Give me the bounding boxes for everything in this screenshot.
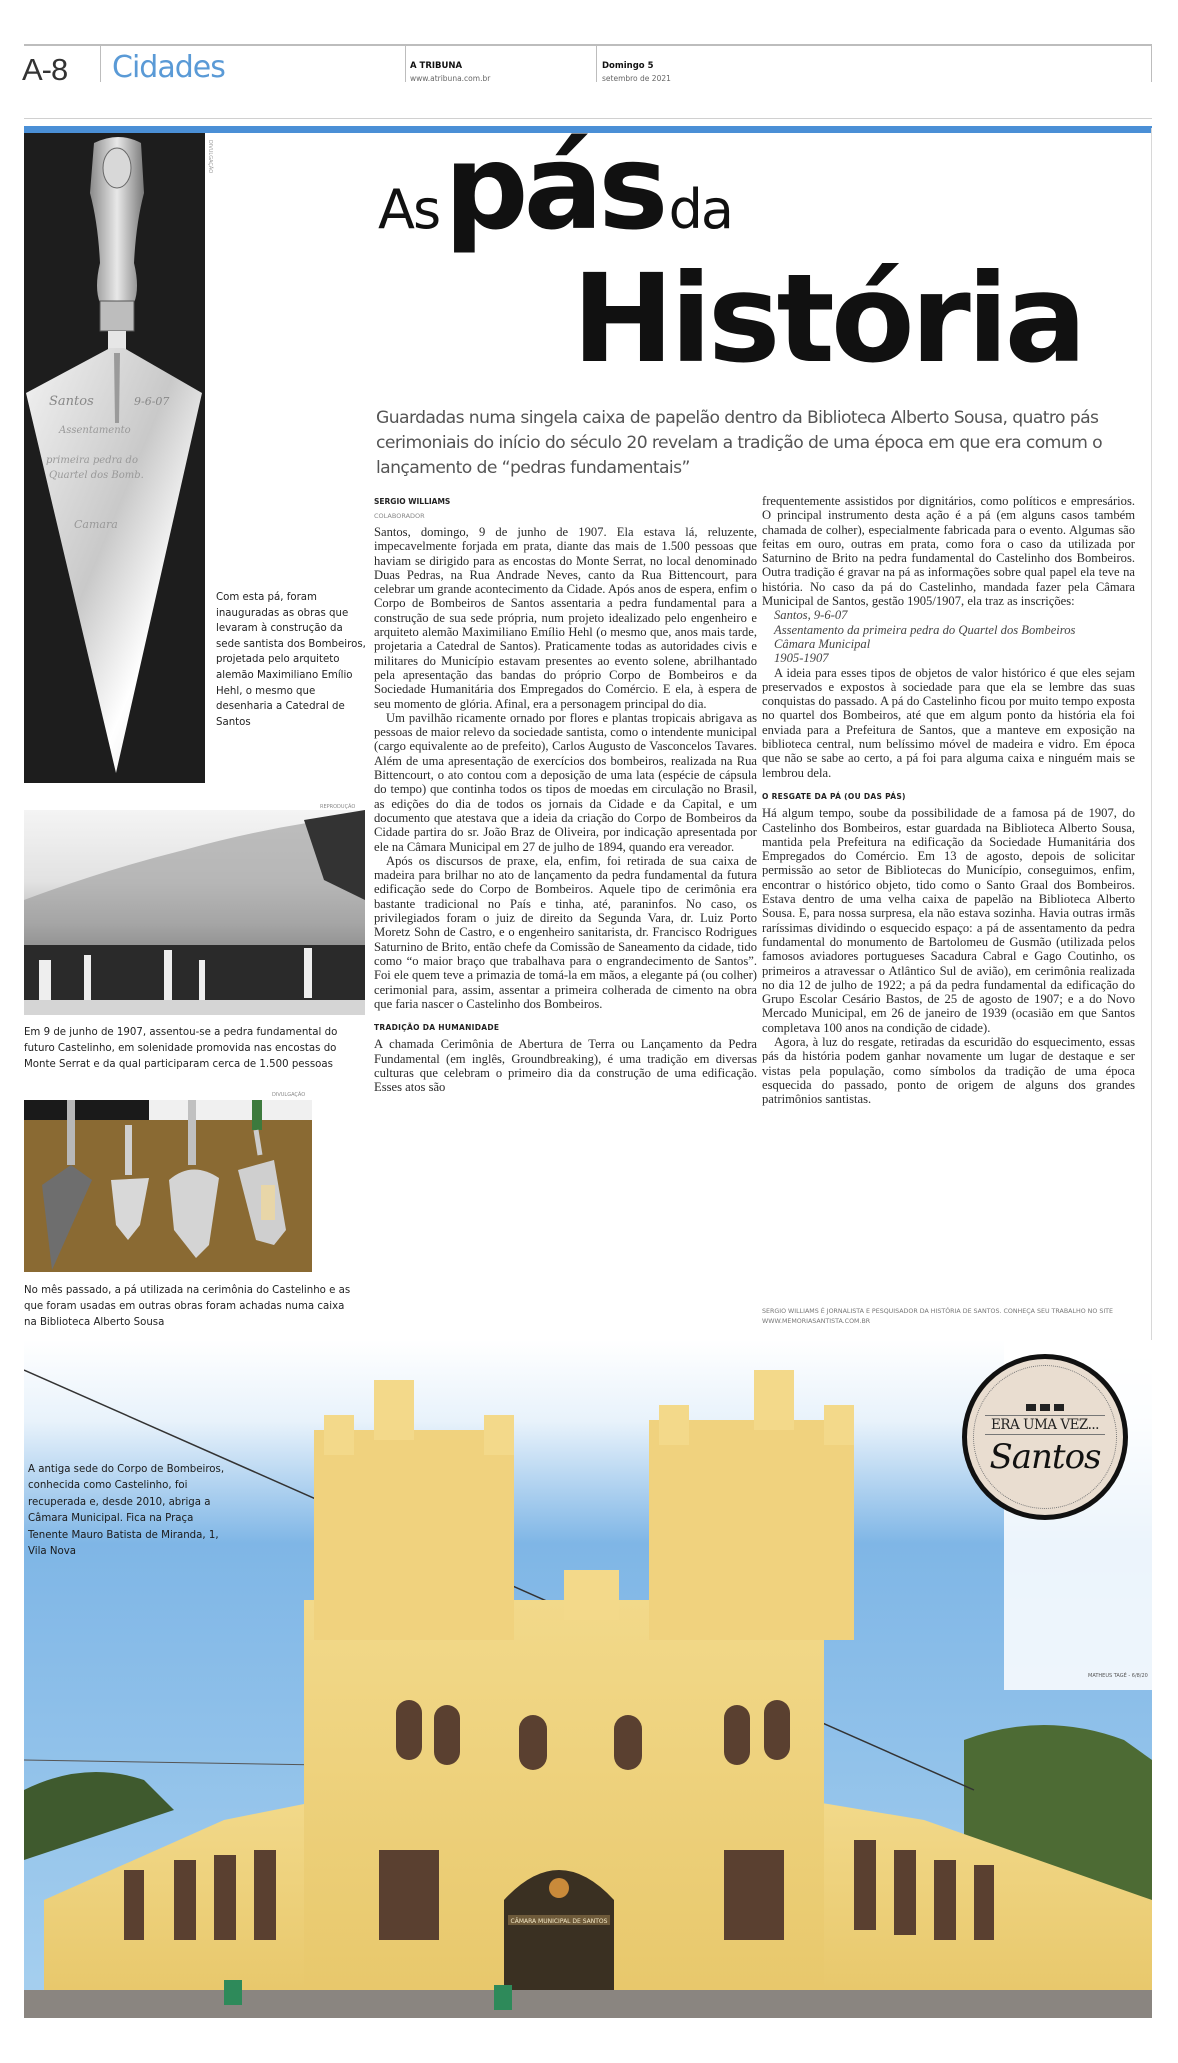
section-name: Cidades [112,50,225,85]
headline-word: As [378,178,440,241]
article-column-1 [374,525,757,1095]
trowel-photo-caption: Com esta pá, foram inauguradas as obras que levaram à construção da sede santista dos Bombeiros, projetada pelo arquiteto alemão Maximiliano Emílio Hehl, o mesmo que desenharia a Catedral de Santos [216,592,366,728]
trowels-photo-caption: No mês passado, a pá utilizada na cerimônia do Castelinho e as que foram usadas em outras obras foram achadas numa caixa na Biblioteca Alberto Sousa [24,1285,351,1328]
crowd-ceremony-photo [24,810,365,1015]
photo-credit: MATHEUS TAGÉ - 6/8/20 [1088,1673,1148,1679]
inscription-line: Câmara Municipal [774,636,871,651]
logo-bottom-text: Santos [989,1437,1101,1477]
paragraph: A chamada Cerimônia de Abertura de Terra ou Lançamento da Pedra Fundamental (em inglês, Groundbreaking), é uma tradição em diversas culturas que celebram o primeiro dia da construção de uma edificação. Esses atos são [374,1037,757,1095]
paragraph: Agora, à luz do resgate, retiradas da escuridão do esquecimento, essas pás da história podem ganhar novamente um lugar de destaque e ser vistas pela população, como símbolos da tradição de uma época esquecida do passado, ponto de origem de alguns dos grandes patrimônios santistas. [762,1034,1135,1107]
author-note: SERGIO WILLIAMS É JORNALISTA E PESQUISADOR DA HISTÓRIA DE SANTOS. CONHEÇA SEU TRABALHO NO SITE WWW.MEMORIASANTISTA.COM.BR [762,1308,1113,1325]
paragraph: Santos, domingo, 9 de junho de 1907. Ela estava lá, reluzente, impecavelmente forjada em prata, diante das mais de 1.500 pessoas que haviam se dirigido para as encostas do Monte Serrat, no local denominado Duas Pedras, na Rua Andrade Neves, canto da Rua Bittencourt, para celebrar um grande acontecimento da Cidade. Após anos de espera, enfim o Corpo de Bombeiros de Santos assentaria a pedra fundamental para a construção de sua sede própria, num projeto idealizado pelo engenheiro e arquiteto alemão Maximiliano Emílio Hehl (o mesmo que, anos mais tarde, projetaria a Catedral de Santos). Praticamente todas as autoridades civis e militares do Município estavam presentes ao evento solene, abrilhantado pela apresentação das bandas do próprio Corpo de Bombeiros e da Sociedade Humanitária dos Empregados do Comércio. E ela, à espera de seu momento de glória. Afinal, era a personagem principal do dia. [374,525,757,711]
page-number: A-8 [22,52,68,87]
headline-line-2: História [572,248,1083,390]
headline-word: pás [444,118,664,256]
photo-credit: DIVULGAÇÃO [272,1092,306,1098]
silver-trowel-photo [24,133,205,783]
article-column-2 [762,494,1135,1106]
inscription-line: Assentamento da primeira pedra do Quartel dos Bombeiros [774,622,1076,637]
paragraph: A ideia para esses tipos de objetos de valor histórico é que eles sejam preservados e expostos à sociedade para que ela se lembre das suas conquistas do passado. A pá do Castelinho ficou por muito tempo exposta no quartel dos Bombeiros, até que em algum ponto da história ela foi enviada para a Prefeitura de Santos, que a manteve em exposição na biblioteca central, num belíssimo móvel de madeira e vidro. Em época que não se sabe ao certo, a pá foi para alguma caixa e ninguém mais se lembrou dela. [762,665,1135,780]
header-divider [100,46,101,82]
header-divider [405,46,406,82]
paragraph: Há algum tempo, soube da possibilidade de a famosa pá de 1907, do Castelinho dos Bombeiros, estar guardada na Biblioteca Alberto Sousa, mantida pela Prefeitura na edificação da Sociedade Humanitária dos Empregados do Comércio. Em 13 de agosto, depois de solicitar permissão ao setor de Bibliotecas do Município, conseguimos, enfim, encontrar o histórico objeto, tido como o Santo Graal dos Bombeiros. Estava dentro de uma velha caixa de papelão na Biblioteca Alberto Sousa. E, para nossa surpresa, ela não estava sozinha. Havia outras irmãs raríssimas dividindo o esquecido espaço: a pá de assentamento da pedra fundamental do monumento de Bartolomeu de Gusmão (utilizada pelos famosos aviadores portugueses Sacadura Cabral e Gago Coutinho, os primeiros a atravessar o Atlântico Sul de avião), em cerimônia realizada no dia 12 de julho de 1922; a pá da pedra fundamental da edificação do Grupo Escolar Cesário Bastos, de 25 de agosto de 1907; e a do Novo Mercado Municipal, em 26 de janeiro de 1939 (ocasião em que Santos completava 100 anos na condição de cidade). [762,806,1135,1035]
building-photo-caption: A antiga sede do Corpo de Bombeiros, conhecida como Castelinho, foi recuperada e, desde 2010, abriga a Câmara Municipal. Fica na Praça Tenente Mauro Batista de Miranda, 1, Vila Nova [28,1464,225,1558]
header-divider [596,46,597,82]
byline-author: SERGIO WILLIAMS [374,497,451,506]
photo-credit: REPRODUÇÃO [320,804,356,810]
crowd-photo-caption: Em 9 de junho de 1907, assentou-se a pedra fundamental do futuro Castelinho, em solenidade promovida nas encostas do Monte Serrat e da qual participaram cerca de 1.500 pessoas [24,1027,338,1070]
svg-text:9-6-07: 9-6-07 [134,395,170,408]
photo-credit: DIVULGAÇÃO [207,140,213,174]
svg-text:Camara: Camara [74,518,118,531]
svg-text:Quartel dos Bomb.: Quartel dos Bomb. [49,470,144,481]
svg-text:primeira pedra do: primeira pedra do [46,455,138,466]
byline-role: COLABORADOR [374,512,425,520]
paragraph: Após os discursos de praxe, ela, enfim, foi retirada de sua caixa de madeira para brilhar no ato de lançamento da pedra fundamental da futura edificação sede do Corpo de Bombeiros. Aquele tipo de cerimônia era bastante tradicional no País e tinha, até, paraninfos. No caso, os privilegiados foram o juiz de direito da Segunda Vara, dr. Luiz Porto Moretz Sohn de Castro, e o engenheiro sanitarista, dr. Francisco Rodrigues Saturnino de Brito, então chefe da Comissão de Saneamento da cidade, tido como “o maior braço que trabalhava para o engrandecimento de Santos”. Foi ele quem teve a primazia de tomá-la em mãos, a elegante pá (ou colher) cerimonial para, assim, assentar a primeira colherada de cimento na obra que faria nascer o Castelinho dos Bombeiros. [374,853,757,1011]
trowel-illustration [24,133,205,783]
article-deck: Guardadas numa singela caixa de papelão dentro da Biblioteca Alberto Sousa, quatro pás cerimoniais do início do século 20 revelam a tradição de uma época em que era comum o lançamento de “pedras fundamentais” [376,408,1103,478]
inscription-line: Santos, 9-6-07 [774,608,848,623]
newspaper-url[interactable]: www.atribuna.com.br [410,74,491,83]
svg-text:Santos: Santos [49,394,94,409]
newspaper-name: A TRIBUNA [410,61,463,71]
paragraph: Um pavilhão ricamente ornado por flores e plantas tropicais abrigava as pessoas de maior relevo da sociedade santista, como o intendente municipal (cargo equivalente ao de prefeito), Carlos Augusto de Vasconcelos Tavares. Além de uma apresentação de exercícios dos bombeiros, realizada na Rua Bittencourt, o ato contou com a deposição de uma lata (espécie de cápsula do tempo) que continha todos os tipos de moedas em circulação no Brasil, as edições do dia de todos os jornais da Cidade e da Capital, e um documento que atestava que a ideia da criação do Corpo de Bombeiros da Cidade partira do sr. João Braz de Oliveira, por indicação apresentada por ele na Câmara Municipal em 27 de julho de 1894, quando era vereador. [374,710,757,854]
header-rule [24,44,1152,46]
header-divider [1151,46,1152,82]
inscription-line: 1905-1907 [774,651,829,666]
headline-line-1 [378,118,732,256]
subheading: O RESGATE DA PÁ (OU DAS PÁS) [762,791,906,801]
subheading: TRADIÇÃO DA HUMANIDADE [374,1023,500,1033]
trowels-illustration [24,1100,312,1272]
paragraph: frequentemente assistidos por dignitários, como políticos e empresários. O principal instrumento desta ação é a pá (em alguns casos também chamada de colher), especialmente fabricada para o evento. Algumas são feitas em ouro, outras em prata, como fora o caso da utilizada por Saturnino de Brito na pedra fundamental do Castelinho dos Bombeiros. Outra tradição é gravar na pá as informações sobre qual papel ela teve na história. No caso da pá do Castelinho, mandada fazer pela Câmara Municipal de Santos, gestão 1905/1907, ela traz as inscrições: [762,494,1135,609]
logo-top-text: ERA UMA VEZ... [985,1415,1105,1435]
crowd-illustration [24,810,365,1015]
issue-date-month: setembro de 2021 [602,74,671,83]
svg-text:Assentamento: Assentamento [59,425,131,436]
era-uma-vez-santos-logo [962,1354,1128,1520]
headline-word: da [668,178,732,241]
building-sign: CÂMARA MUNICIPAL DE SANTOS [510,1918,608,1925]
logo-ornament-icon [1025,1403,1065,1412]
four-trowels-photo [24,1100,312,1272]
issue-date-day: Domingo 5 [602,61,654,71]
